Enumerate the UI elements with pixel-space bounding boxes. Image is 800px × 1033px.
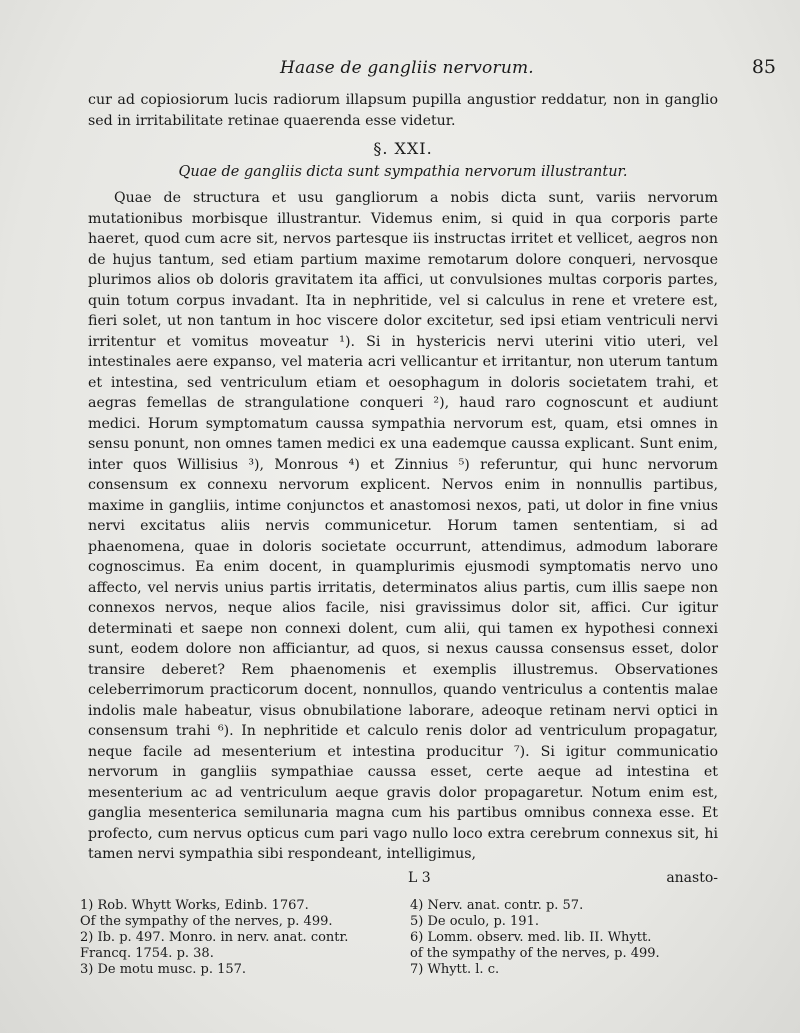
footnote-line: 6) Lomm. observ. med. lib. II. Whytt. [410, 930, 652, 945]
footnote-line: Francq. 1754. p. 38. [80, 946, 214, 961]
footnotes-left-column [80, 898, 410, 978]
footnotes-right-column [410, 898, 720, 978]
footnotes [80, 898, 720, 978]
section-title: Quae de gangliis dicta sunt sympathia nervorum illustrantur. [178, 163, 628, 180]
footnote-line: 1) Rob. Whytt Works, Edinb. 1767. [80, 898, 309, 913]
footnote-line: 3) De motu musc. p. 157. [80, 962, 247, 977]
footnote-line: of the sympathy of the nerves, p. 499. [410, 946, 660, 961]
footnote-line: 2) Ib. p. 497. Monro. in nerv. anat. contr. [80, 930, 349, 945]
footnote-line: Of the sympathy of the nerves, p. 499. [80, 914, 333, 929]
main-text [88, 90, 718, 865]
body-paragraph: Quae de structura et usu gangliorum a nobis dicta sunt, variis nervorum mutationibus morbisque illustrantur. Videmus enim, si quid in qua corporis parte haeret, quod cum acre sit, nervos partesque iis instructas irritet et vellicet, aegros non de hujus tantum, sed etiam partium maxime remotarum dolore conqueri, nervosque plurimos alios ob doloris gravitatem ita affici, ut convulsiones multas corporis partes, quin totum corpus invadant. Ita in nephritide, vel si calculus in rene et vretere est, fieri solet, ut non tantum in hoc viscere dolor excitetur, sed ipsi etiam ventriculi nervi irritentur et vomitus moveatur ¹). Si in hystericis nervi uterini vitio uteri, vel intestinales aere expanso, vel materia acri vellicantur et irritantur, non uterum tantum et intestina, sed ventriculum etiam et oesophagum in doloris societatem trahi, et aegras femellas de strangulatione conqueri ²), haud raro cognoscunt et audiunt medici. Horum symptomatum caussa sympathia nervorum est, quam, etsi omnes in sensu ponunt, non omnes tamen medici ex una eademque caussa explicant. Sunt enim, inter quos Willisius ³), Monrous ⁴) et Zinnius ⁵) referuntur, qui hunc nervorum consensum ex connexu nervorum explicent. Nervos enim in nonnullis partibus, maxime in gangliis, intime conjunctos et anastomosi nexos, pati, ut dolor in fine vnius nervi excitatus aliis nervis communicetur. Horum tamen sententiam, si ad phaenomena, quae in doloris societate occurrunt, attendimus, admodum laborare cognoscimus. Ea enim docent, in quamplurimis ejusmodi symptomatis nervo uno affecto, vel nervis unius partis irritatis, determinatos alius partis, cum illis saepe non connexos nervos, neque alios facile, nisi gravissimus dolor sit, affici. Cur igitur determinati et saepe non connexi dolent, cum alii, qui tamen ex hypothesi connexi sunt, eodem dolore non afficiantur, ad quos, si nexus caussa consensus esset, dolor transire deberet? Rem phaenomenis et exemplis illustremus. Observationes celeberrimorum practicorum docent, nonnullos, quando ventriculus a contentis malae indolis male habeatur, visus obnubilatione laborare, adeoque retinam nervi optici in consensum trahi ⁶). In nephritide et calculo renis dolor ad ventriculum propagatur, neque facile ad mesenterium et intestina producitur ⁷). Si igitur communicatio nervorum in gangliis sympathiae caussa esset, certe aeque ad intestina et mesenterium ac ad ventriculum aeque gravis dolor propagaretur. Notum enim est, ganglia mesenterica semilunaria magna cum his partibus omnibus connexa esse. Et profecto, cum nervus opticus cum pari vago nullo loco extra cerebrum connexus sit, hi tamen nervi sympathia sibi respondeant, intelligimus, [88, 190, 718, 862]
footnote-line: 4) Nerv. anat. contr. p. 57. [410, 898, 584, 913]
catchword: anasto- [666, 870, 718, 886]
footnote-line: 5) De oculo, p. 191. [410, 914, 539, 929]
signature-mark: L 3 [408, 870, 431, 886]
page-number: 85 [751, 56, 776, 78]
running-head [0, 58, 800, 84]
lead-paragraph: cur ad copiosiorum lucis radiorum illapsum pupilla angustior reddatur, non in ganglio sed in irritabilitate retinae quaerenda esse videtur. [88, 92, 718, 129]
footnote-line: 7) Whytt. l. c. [410, 962, 500, 977]
signature-line [88, 870, 718, 890]
section-number: §. XXI. [373, 139, 433, 158]
running-title: Haase de gangliis nervorum. [280, 58, 534, 78]
